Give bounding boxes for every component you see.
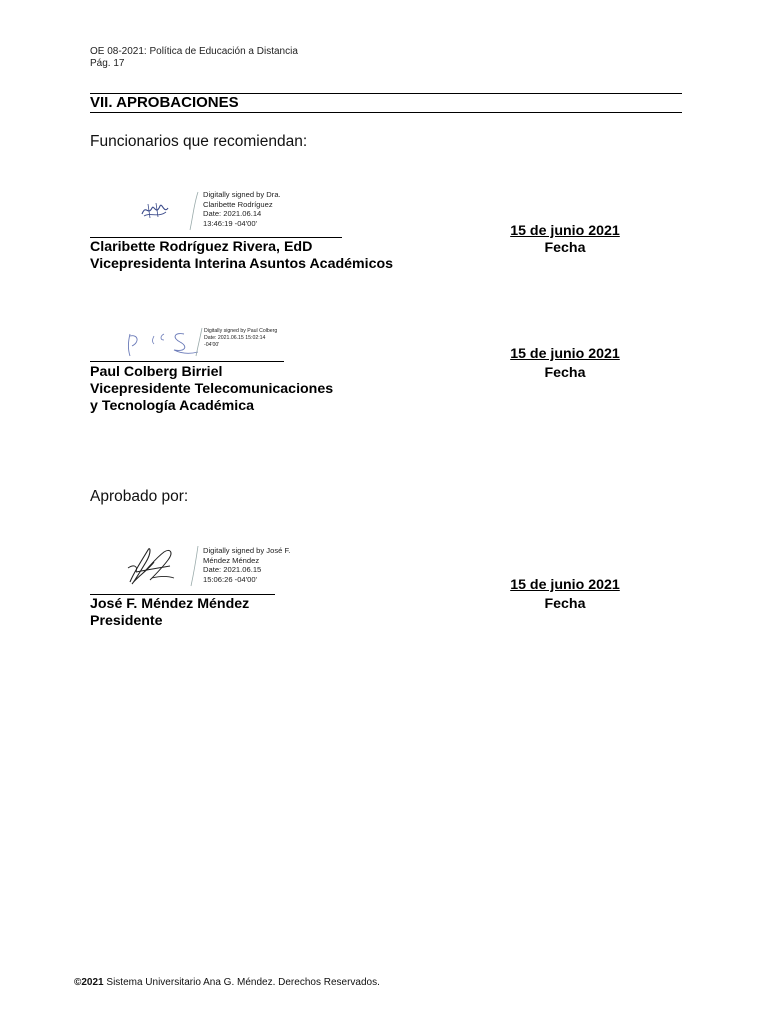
signature-line-1 [90, 237, 342, 238]
footer-text: Sistema Universitario Ana G. Méndez. Derechos Reservados. [103, 977, 380, 988]
approved-label: Aprobado por: [90, 488, 189, 505]
signature-line-2 [90, 361, 284, 362]
signature-block-1 [90, 186, 690, 286]
recommend-label: Funcionarios que recomiendan: [90, 133, 308, 150]
signature-date-2: 15 de junio 2021 [510, 346, 620, 362]
digital-signature-note-1: Digitally signed by Dra. Claribette Rodríguez Date: 2021.06.14 13:46:19 -04'00' [203, 190, 281, 228]
signatory-name-2: Paul Colberg Birriel Vicepresidente Telecomunicaciones y Tecnología Académica [90, 364, 334, 414]
handwritten-signature-2 [90, 324, 220, 364]
date-label-1: Fecha [544, 240, 586, 256]
signature-line-3 [90, 594, 275, 595]
signature-block-2 [90, 324, 690, 424]
handwritten-signature-3 [90, 542, 220, 592]
signature-block-3 [90, 542, 690, 642]
signature-date-1: 15 de junio 2021 [510, 223, 620, 239]
signatory-name-1: Claribette Rodríguez Rivera, EdD Vicepresidenta Interina Asuntos Académicos [90, 239, 394, 272]
digital-signature-note-3: Digitally signed by José F. Méndez Méndez Date: 2021.06.15 15:06:26 -04'00' [203, 546, 291, 584]
section-rule-bottom [90, 112, 682, 113]
signature-date-3: 15 de junio 2021 [510, 577, 620, 593]
copyright-mark: ©2021 [74, 977, 104, 988]
document-reference: OE 08-2021: Política de Educación a Distancia [90, 46, 298, 57]
handwritten-signature-1 [90, 186, 220, 236]
page-footer [74, 977, 380, 988]
digital-signature-note-2: Digitally signed by Paul Colberg Date: 2021.06.15 15:02:14 -04'00' [204, 328, 278, 348]
date-label-3: Fecha [544, 596, 586, 612]
signatory-name-3: José F. Méndez Méndez Presidente [90, 596, 250, 629]
page-header [90, 46, 298, 70]
date-label-2: Fecha [544, 365, 586, 381]
section-title: VII. APROBACIONES [90, 94, 239, 111]
page-number: Pág. 17 [90, 58, 125, 69]
